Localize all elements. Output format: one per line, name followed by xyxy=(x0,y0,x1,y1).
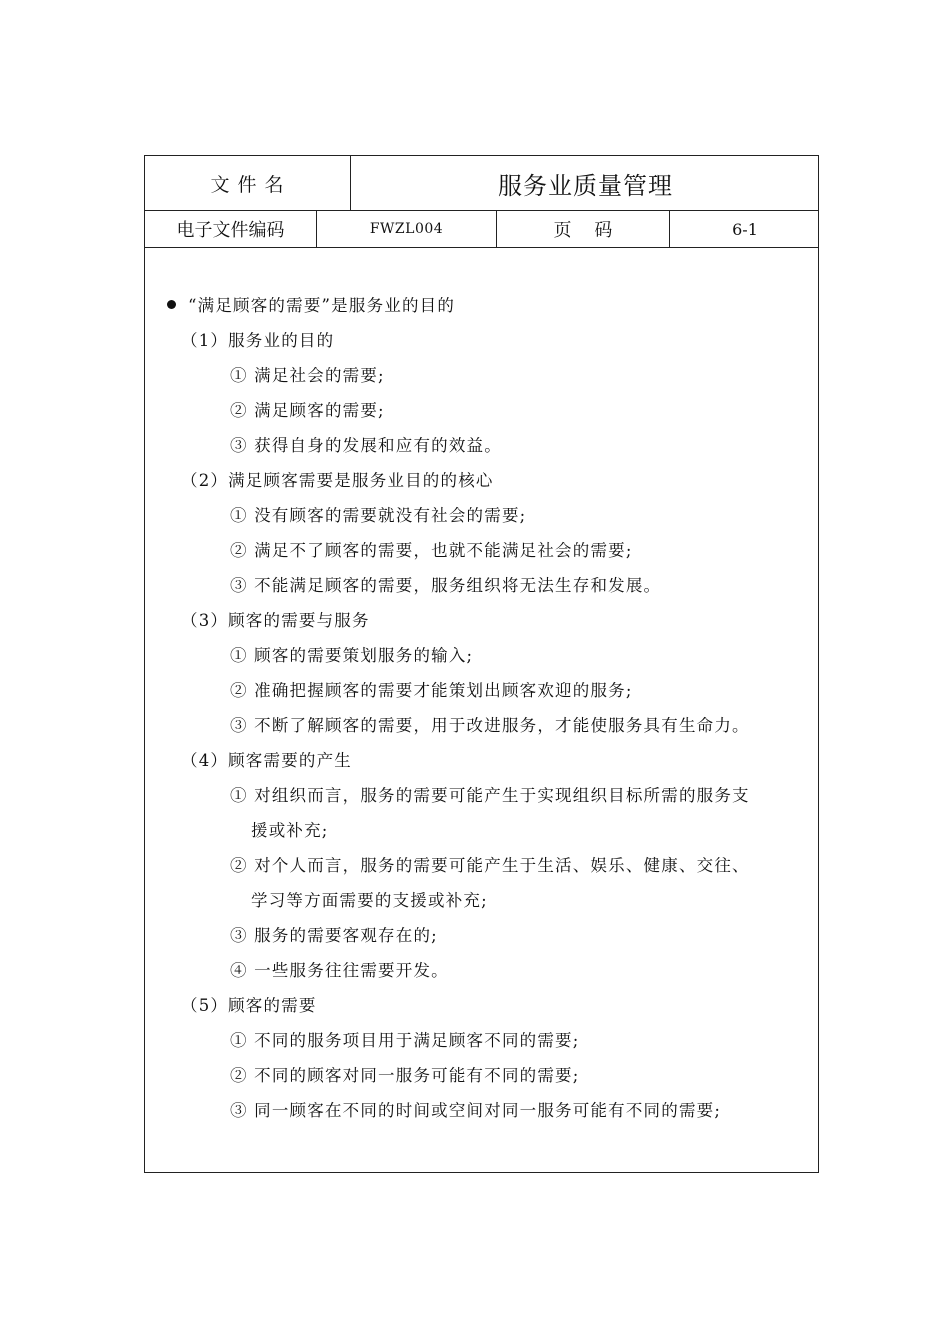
list-item: ① 满足社会的需要; xyxy=(230,366,385,385)
document-title: 服务业质量管理 xyxy=(498,171,673,200)
list-item: ② 准确把握顾客的需要才能策划出顾客欢迎的服务; xyxy=(230,681,633,700)
page-label: 页 码 xyxy=(497,211,670,247)
document-frame xyxy=(144,155,819,1173)
list-item-continuation: 援或补充; xyxy=(251,821,329,840)
list-item: ③ 获得自身的发展和应有的效益。 xyxy=(230,436,502,455)
list-item: ③ 不断了解顾客的需要，用于改进服务，才能使服务具有生命力。 xyxy=(230,716,750,735)
code-value: FWZL004 xyxy=(317,211,497,247)
list-item: ③ 服务的需要客观存在的; xyxy=(230,926,438,945)
list-item-continuation: 学习等方面需要的支援或补充; xyxy=(251,891,488,910)
list-item: ④ 一些服务往往需要开发。 xyxy=(230,961,449,980)
file-name-label: 文 件 名 xyxy=(145,156,351,210)
code-label: 电子文件编码 xyxy=(145,211,317,247)
list-item: ② 对个人而言，服务的需要可能产生于生活、娱乐、健康、交往、 xyxy=(230,856,750,875)
page-value: 6-1 xyxy=(732,219,758,239)
heading-text: “满足顾客的需要”是服务业的目的 xyxy=(188,296,456,315)
section-1-title: （1）服务业的目的 xyxy=(181,331,335,350)
list-item: ③ 不能满足顾客的需要，服务组织将无法生存和发展。 xyxy=(230,576,662,595)
section-2-title: （2）满足顾客需要是服务业目的的核心 xyxy=(181,471,494,490)
section-heading xyxy=(167,292,455,316)
section-4-title: （4）顾客需要的产生 xyxy=(181,751,352,770)
list-item: ① 不同的服务项目用于满足顾客不同的需要; xyxy=(230,1031,580,1050)
header-row-2 xyxy=(145,211,818,248)
section-5-title: （5）顾客的需要 xyxy=(181,996,317,1015)
bullet-icon xyxy=(167,300,176,309)
list-item: ① 没有顾客的需要就没有社会的需要; xyxy=(230,506,527,525)
list-item: ② 满足顾客的需要; xyxy=(230,401,385,420)
list-item: ② 不同的顾客对同一服务可能有不同的需要; xyxy=(230,1066,580,1085)
list-item: ③ 同一顾客在不同的时间或空间对同一服务可能有不同的需要; xyxy=(230,1101,722,1120)
list-item: ① 对组织而言，服务的需要可能产生于实现组织目标所需的服务支 xyxy=(230,786,750,805)
section-3-title: （3）顾客的需要与服务 xyxy=(181,611,370,630)
list-item: ② 满足不了顾客的需要，也就不能满足社会的需要; xyxy=(230,541,633,560)
list-item: ① 顾客的需要策划服务的输入; xyxy=(230,646,474,665)
header-row-1 xyxy=(145,156,818,211)
